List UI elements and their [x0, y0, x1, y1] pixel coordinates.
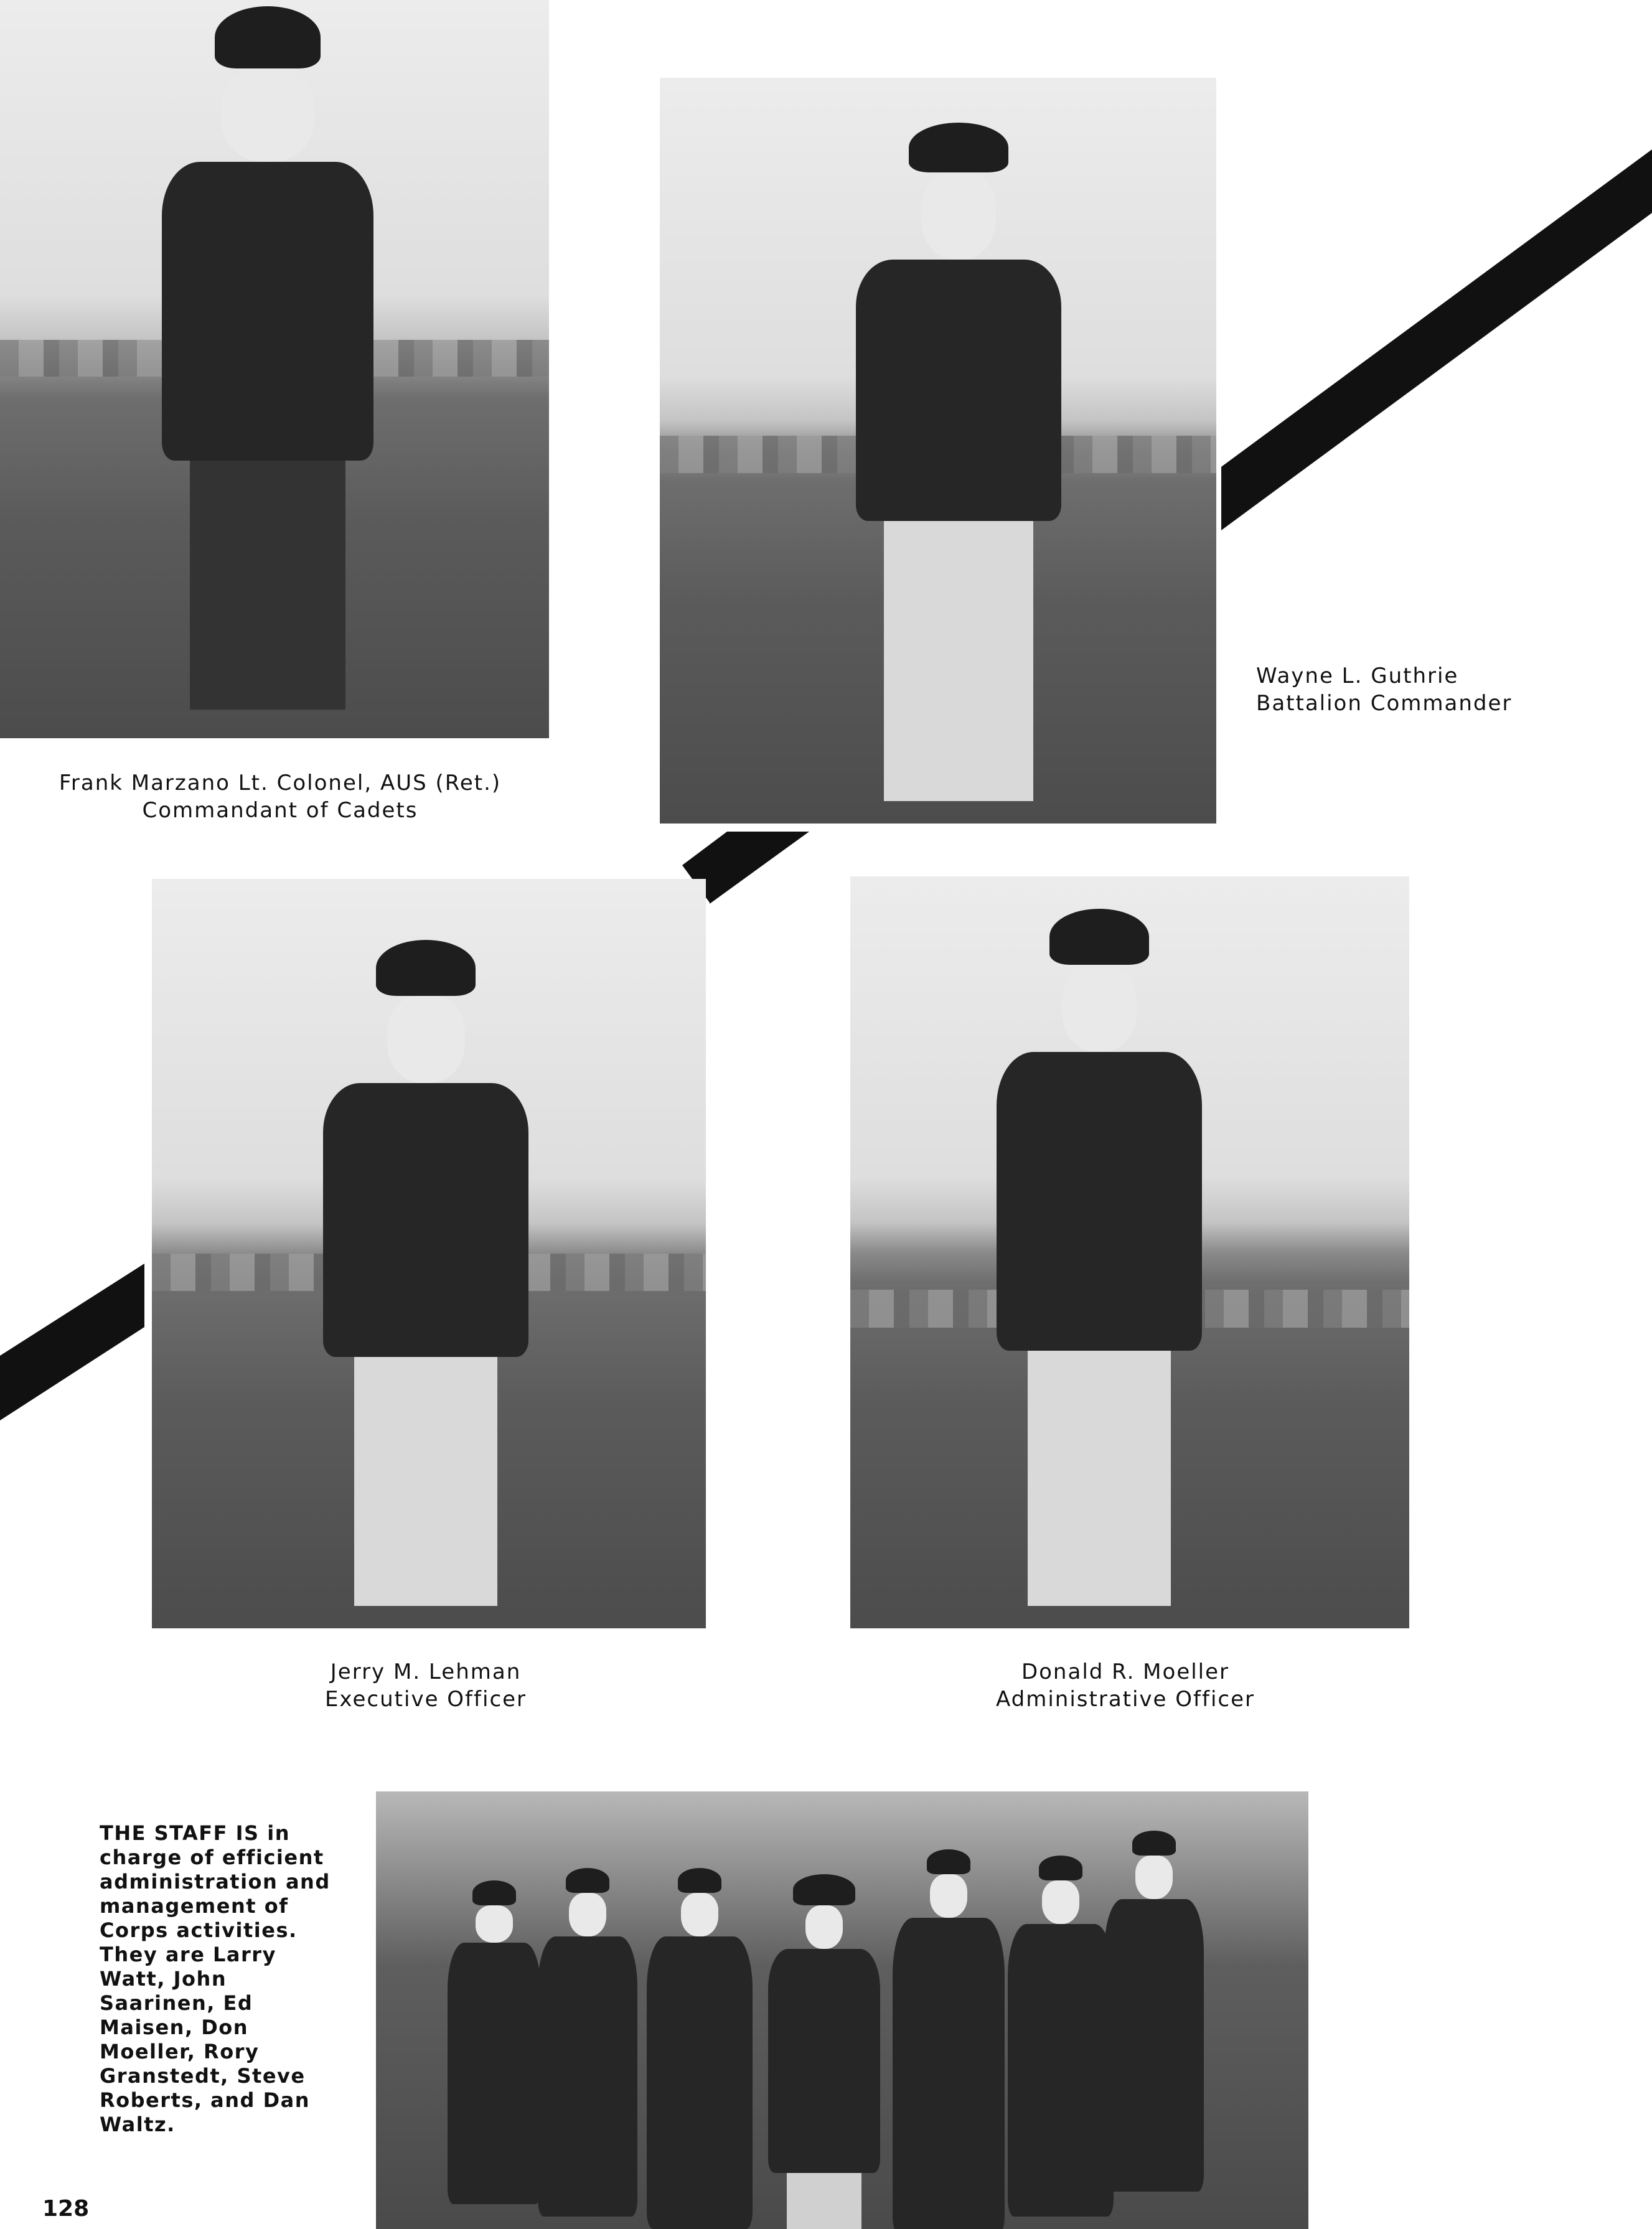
staff-member-2: [538, 1868, 637, 2217]
caption-moeller: [939, 1658, 1312, 1713]
caption-marzano-name: Frank Marzano Lt. Colonel, AUS (Ret.): [59, 771, 502, 795]
caption-moeller-name: Donald R. Moeller: [1021, 1659, 1230, 1684]
staff-member-3: [647, 1868, 753, 2229]
caption-guthrie: [1256, 662, 1512, 717]
staff-member-4: [768, 1874, 880, 2229]
photo-guthrie: [660, 78, 1216, 824]
photo-lehman: [152, 879, 706, 1628]
photo-marzano: [0, 0, 549, 738]
caption-moeller-title: Administrative Officer: [995, 1687, 1255, 1712]
staff-member-5: [893, 1849, 1005, 2229]
figure-executive-officer: [314, 940, 538, 1606]
photo-staff-group: [376, 1791, 1308, 2229]
figure-commandant: [149, 6, 386, 716]
photo-moeller: [850, 876, 1409, 1628]
caption-marzano-title: Commandant of Cadets: [142, 798, 418, 823]
staff-member-6: [1008, 1856, 1114, 2217]
figure-battalion-commander: [847, 123, 1071, 801]
figure-administrative-officer: [987, 909, 1211, 1606]
caption-lehman-name: Jerry M. Lehman: [330, 1659, 522, 1684]
caption-marzano: [37, 769, 523, 824]
staff-member-1: [448, 1880, 541, 2204]
caption-guthrie-name: Wayne L. Guthrie: [1256, 664, 1459, 688]
page-number: 128: [42, 2196, 90, 2222]
caption-lehman-title: Executive Officer: [324, 1687, 527, 1712]
caption-guthrie-title: Battalion Commander: [1256, 691, 1513, 716]
staff-blurb: THE STAFF IS in charge of efficient administration and management of Corps activities. They are Larry Watt, John Saarinen, Ed Maisen, Don Moeller, Rory Granstedt, Steve Roberts, and Dan Waltz.: [100, 1821, 331, 2136]
caption-lehman: [239, 1658, 612, 1713]
staff-member-7: [1104, 1831, 1204, 2192]
